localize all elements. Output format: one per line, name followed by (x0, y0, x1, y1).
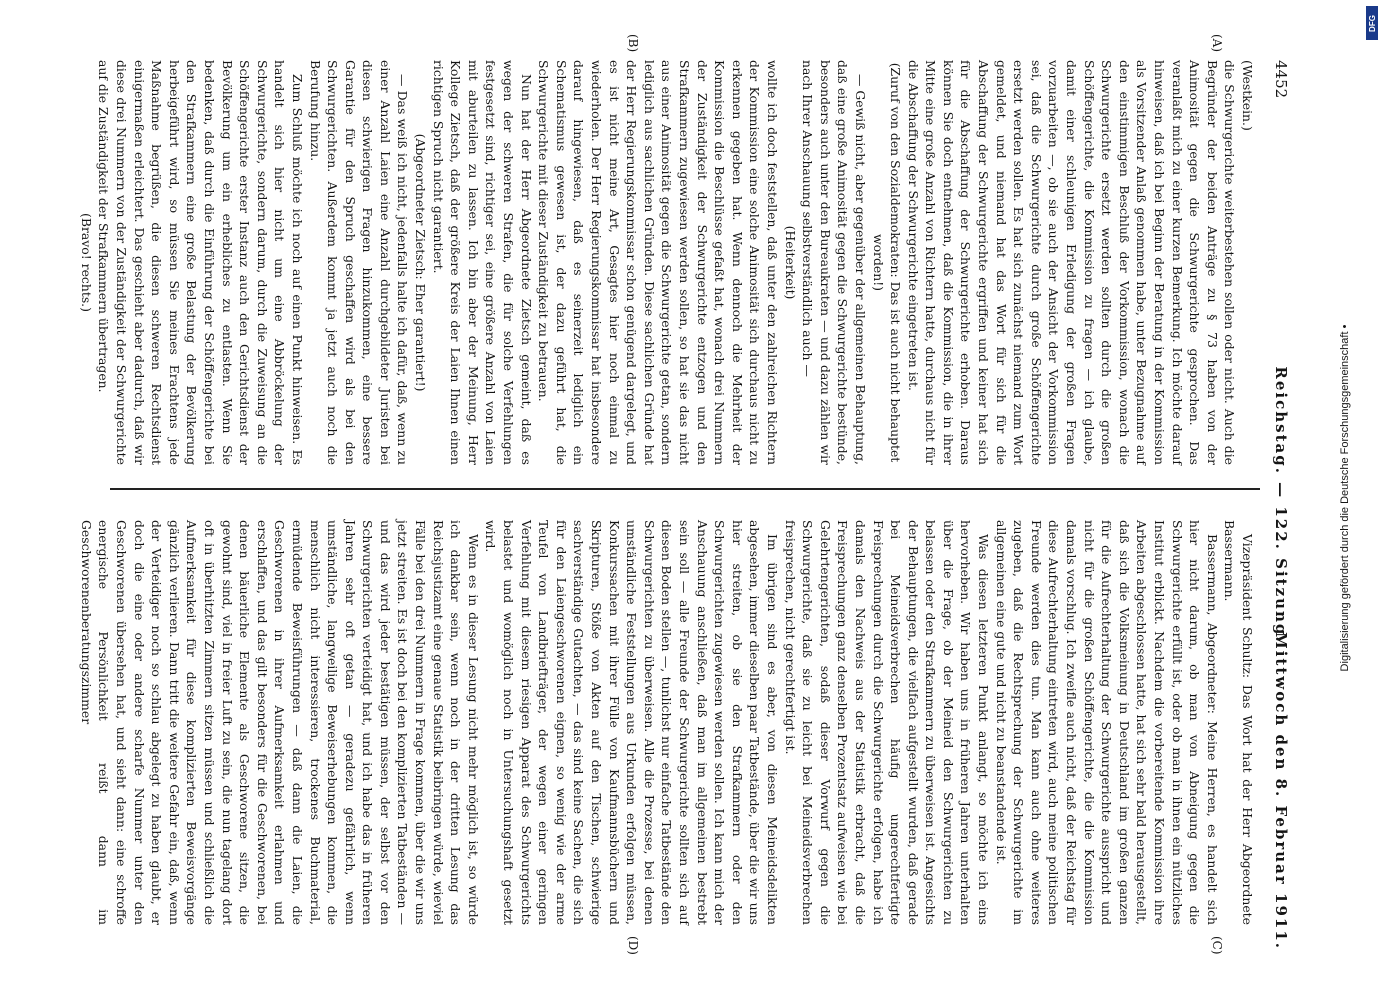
interjection: (Bravo! rechts.) (78, 213, 94, 312)
interjection: (Heiterkeit) (782, 225, 798, 300)
digitization-note (1338, 8, 1360, 988)
right-column (78, 520, 1256, 925)
digitization-note-text: Digitalisierung gefördert durch die Deutsche Forschungsgemeinschaft • (1339, 324, 1351, 672)
paragraph: Im übrigen sind es aber, von diesen Meineidsdelikten abgesehen, immer dieselben paar Tatbestände, über die wir uns hier streiten, ob sie den Strafkammern oder den Schwurgerichten zugewiesen werden sollen. Ich kann mich der Anschauung anschließen, daß man im allgemeinen bestrebt sein soll — alle Freunde der Schwurgerichte sollten sich auf diesen Boden stellen —, tunlichst nur einfache Tatbestände den Schwurgerichten zu überweisen. Alle die Prozesse, bei denen umständliche Feststellungen aus Urkunden erfolgen müssen, Konkurssachen mit ihrer Fülle von Kaufmannsbüchern und Skripturen, Stöße von Akten auf den Tischen, schwierige sachverständige Gutachten, — das sind keine Sachen, die sich für den Laiengeschworenen eignen, so wenig wie der arme Teufel von Landbriefträger, der wegen einer geringen Verfehlung mit diesem riesigen Apparat des Schwurgerichts belastet und womöglich noch in Untersuchungshaft gesetzt wird. (483, 520, 780, 925)
paragraph: Bassermann, Abgeordneter: Meine Herren, es handelt sich hier nicht darum, ob man von Abneigung gegen die Schwurgerichte erfüllt ist, oder ob man in ihnen ein nützliches Institut erblickt. Nachdem die vorbereitende Kommission ihre Arbeiten abgeschlossen hatte, hat sich sehr bald herausgestellt, daß sich die Volksmeinung in Deutschland im großen ganzen für die Aufrechterhaltung der Schwurgerichte ausspricht und nicht für die großen Schöffengerichte, die die Kommission damals vorschlug. Ich zweifle auch nicht, daß der Reichstag für diese Aufrechterhaltung eintreten wird, auch meine politischen Freunde werden dies tun. Man kann auch ohne weiteres zugeben, daß die Rechtsprechung der Schwurgerichte im allgemeinen eine gute und nicht zu beanstandende ist. (993, 520, 1220, 925)
paragraph: (Westkein.) (1240, 60, 1255, 131)
column-divider (110, 488, 1260, 490)
session-title: Reichstag. — 122. Sitzung. (1272, 366, 1290, 644)
paragraph: Zum Schluß möchte ich noch auf einen Punkt hinweisen. Es handelt sich hier nicht um eine Abbröckelung der Schwurgerichte, sondern darum, durch die Zuweisung an die Schöffengerichte erster Instanz auch den Gerichtsdienst der Bevölkerung um ein erhebliches zu entlasten. Wenn Sie bedenken, daß durch die Einführung der Schöffengerichte bei den Strafkammern eine große Belastung der Bevölkerung herbeigeführt wird, so müssen Sie meines Erachtens jede Maßnahme begrüßen, die diesen schweren Rechtsdienst einigermaßen erleichtert. Das geschieht aber dadurch, daß wir diese drei Nummern von der Zuständigkeit der Schwurgerichte auf die Zuständigkeit der Strafkammern übertragen. (96, 60, 305, 465)
margin-marker-d: (D) (626, 936, 640, 955)
margin-marker-a: (A) (1210, 34, 1224, 53)
left-column (78, 60, 1256, 465)
margin-marker-c: (C) (1210, 936, 1224, 955)
session-date: Mittwoch den 8. Februar 1911. (1272, 632, 1290, 950)
paragraph: — Gewiß nicht, aber gegenüber der allgemeinen Behauptung, daß eine große Animosität gegen die Schwurgerichte bestünde, besonders auch unter den Bureaukraten — und dazu zählen wir nach Ihrer Anschauung selbstverständlich auch — (800, 60, 868, 465)
paragraph: Was diesen letzteren Punkt anlangt, so möchte ich eins hervorheben. Wir haben uns in früheren Jahren unterhalten über die Frage, ob der Meineid den Schwurgerichten zu belassen oder den Strafkammern zu überweisen ist. Angesichts der Behauptungen, die vielfach aufgestellt wurden, daß gerade bei Meineidsverbrechen häufig ungerechtfertigte Freisprechungen durch die Schwurgerichte erfolgen, habe ich damals den Nachweis aus der Statistik erbracht, daß die Freisprechungen ganz denselben Prozentsatz aufweisen wie bei Gelehrtengerichten, sodaß dieser Vorwurf gegen die Schwurgerichte, daß sie zu leicht bei Meineidsverbrechen freisprechen, nicht gerechtfertigt ist. (782, 520, 992, 925)
paragraph: Wenn es in dieser Lesung nicht mehr möglich ist, so würde ich dankbar sein, wenn noch in der dritten Lesung das Reichsjustizamt eine genaue Statistik beibringen würde, wieviel Fälle bei den drei Nummern in Frage kommen, über die wir uns jetzt streiten. Es ist doch bei den komplizierten Tatbeständen — und das wird jeder bestätigen müssen, der selbst vor den Schwurgerichten verteidigt hat, und ich habe das in früheren Jahren sehr oft getan — geradezu gefährlich, wenn umständliche, langweilige Beweiserhebungen kommen, die menschlich nicht interessieren, trockenes Buchmaterial, ermüdende Beweisführungen — daß dann die Laien, die Geschworenen in ihrer Aufmerksamkeit erlahmen und erschlaffen, und das gilt besonders für die Geschworenen, bei denen bäuerliche Elemente als Geschworene sitzen, die gewohnt sind, viel in freier Luft zu sein, die nun tagelang dort oft in überhitzten Zimmern sitzen müssen und schließlich die Aufmerksamkeit für diese komplizierten Beweisvorgänge gänzlich verlieren. Dann tritt die weitere Gefahr ein, daß, wenn der Verteidiger noch so schlau abgelegt zu haben glaubt, er doch die eine oder andere scharfe Nummer unter den Geschworenen übersehen hat, und sieht dann: eine schroffe energische Persönlichkeit reißt dann im Geschworenenberatungszimmer (78, 520, 481, 925)
page-number: 4452 (1272, 60, 1290, 99)
paragraph: wollte ich doch feststellen, daß unter den zahlreichen Richtern der Kommission eine solche Animosität sich durchaus nicht zu erkennen gegeben hat. Wenn dennoch die Mehrheit der Kommission die Beschlüsse gefaßt hat, wonach drei Nummern der Zuständigkeit der Schwurgerichte entzogen und den Strafkammern zugewiesen werden sollen, so hat sie das nicht aus einer Animosität gegen die Schwurgerichte getan, sondern lediglich aus sachlichen Gründen. Diese sachlichen Gründe hat der Herr Regierungskommissar schon genügend dargelegt, und es ist nicht meine Art, Gesagtes hier noch einmal zu wiederholen. Der Herr Regierungskommissar hat insbesondere darauf hingewiesen, daß es seinerzeit lediglich ein Schematismus gewesen ist, der dazu geführt hat, die Schwurgerichte mit dieser Zuständigkeit zu betrauen. (536, 60, 780, 465)
page-header (1268, 60, 1290, 950)
dfg-logo (1366, 6, 1378, 40)
margin-marker-b: (B) (626, 34, 640, 53)
dfg-logo-text: DFG (1367, 14, 1377, 32)
interjection: (Abgeordneter Zietsch: Eher garantiert!) (413, 133, 429, 392)
document-page (40, 20, 1320, 980)
paragraph: Vizepräsident Schultz: Das Wort hat der Herr Abgeordnete Bassermann. (1222, 520, 1255, 925)
paragraph: Nun hat der Herr Abgeordnete Zietsch gemeint, daß es wegen der schweren Strafen, die für solche Verfehlungen festgesetzt sind, richtiger sei, eine größere Anzahl von Laien mit aburteilen zu lassen. Ich bin aber der Meinung, Herr Kollege Zietsch, daß der größere Kreis der Laien Ihnen einen richtigen Spruch nicht garantiert. (430, 60, 534, 465)
interjection: (Zuruf von den Sozialdemokraten: Das ist auch nicht behauptet worden!) (870, 62, 904, 463)
paragraph: die Schwurgerichte weiterbestehen sollen oder nicht. Auch die Begründer der beiden Anträge zu § 73 haben von der Animosität gegen die Schwurgerichte gesprochen. Das veranlaßt mich zu einer kurzen Bemerkung. Ich möchte darauf hinweisen, daß ich bei Beginn der Beratung in der Kommission als Vorsitzender Anlaß genommen habe, unter Bezugnahme auf den einstimmigen Beschluß der Vorkommission, wonach die Schwurgerichte ersetzt werden sollten durch die großen Schöffengerichte, die Kommission zu fragen — ich glaube, damit einer schleunigen Erledigung der großen Fragen vorzuarbeiten —, ob sie auch der Ansicht der Vorkommission sei, daß die Schwurgerichte durch große Schöffengerichte ersetzt werden sollen. Es hat sich zunächst niemand zum Wort gemeldet, und niemand hat das Wort für sich für die Abschaffung der Schwurgerichte ergriffen und keiner hat sich für die Abschaffung der Schwurgerichte erhoben. Daraus können Sie doch entnehmen, daß die Kommission, die in ihrer Mitte eine große Anzahl von Richtern hatte, durchaus nicht für die Abschaffung der Schwurgerichte eingetreten ist. (905, 60, 1238, 465)
paragraph: — Das weiß ich nicht, jedenfalls halte ich dafür, daß, wenn zu einer Anzahl Laien eine Anzahl durchgebildeter Juristen bei diesen schwierigen Fragen hinzukommen, eine bessere Garantie für den Spruch geschaffen wird als bei den Schwurgerichten. Außerdem kommt ja jetzt auch noch die Berufung hinzu. (307, 60, 411, 465)
